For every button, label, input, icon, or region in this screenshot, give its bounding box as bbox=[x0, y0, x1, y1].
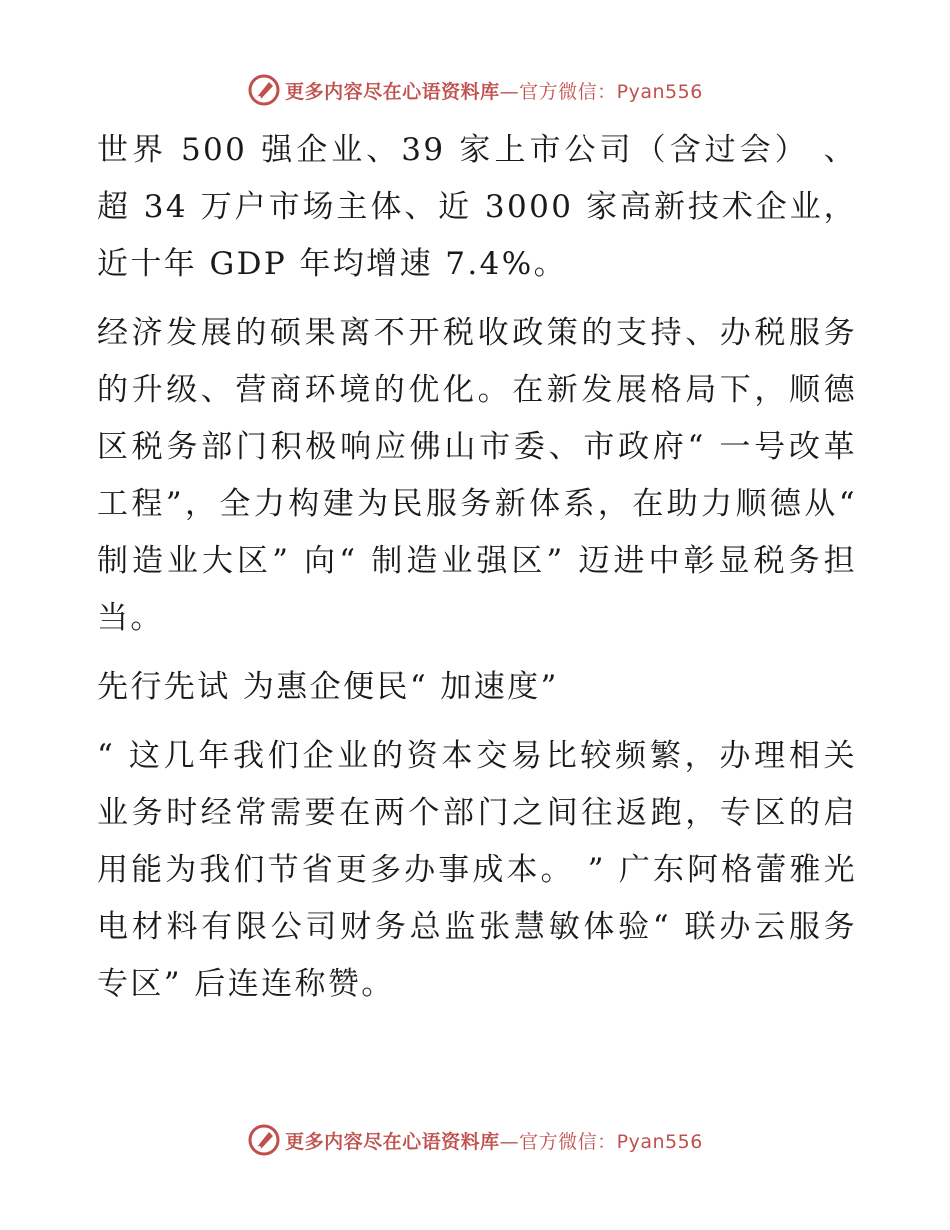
pen-nib-circle-icon bbox=[247, 73, 281, 107]
footer-watermark bbox=[0, 1120, 950, 1160]
pen-nib-circle-icon bbox=[247, 1123, 281, 1157]
document-body bbox=[97, 122, 857, 1013]
watermark-text: 更多内容尽在心语资料库 bbox=[285, 1130, 500, 1153]
header-watermark bbox=[0, 70, 950, 110]
paragraph-3: “ 这几年我们企业的资本交易比较频繁，办理相关业务时经常需要在两个部门之间往返跑，专区的启用能为我们节省更多办事成本。 ” 广东阿格蕾雅光电材料有限公司财务总监张慧敏体验“ 联办云服务专区” 后连连称赞。 bbox=[97, 738, 857, 1002]
paragraph-1: 世界 500 强企业、39 家上市公司（含过会） 、超 34 万户市场主体、近 3000 家高新技术企业，近十年 GDP 年均增速 7.4%。 bbox=[97, 132, 857, 282]
watermark-text: 更多内容尽在心语资料库 bbox=[285, 80, 500, 103]
paragraph-2: 经济发展的硕果离不开税收政策的支持、办税服务的升级、营商环境的优化。在新发展格局下，顺德区税务部门积极响应佛山市委、市政府“ 一号改革工程”，全力构建为民服务新体系，在助力顺德从“ 制造业大区” 向“ 制造业强区” 迈进中彰显税务担当。 bbox=[97, 315, 857, 636]
watermark-wechat: —官方微信：Pyan556 bbox=[499, 80, 703, 103]
watermark-wechat: —官方微信：Pyan556 bbox=[499, 1130, 703, 1153]
section-heading: 先行先试 为惠企便民“ 加速度” bbox=[97, 669, 559, 705]
